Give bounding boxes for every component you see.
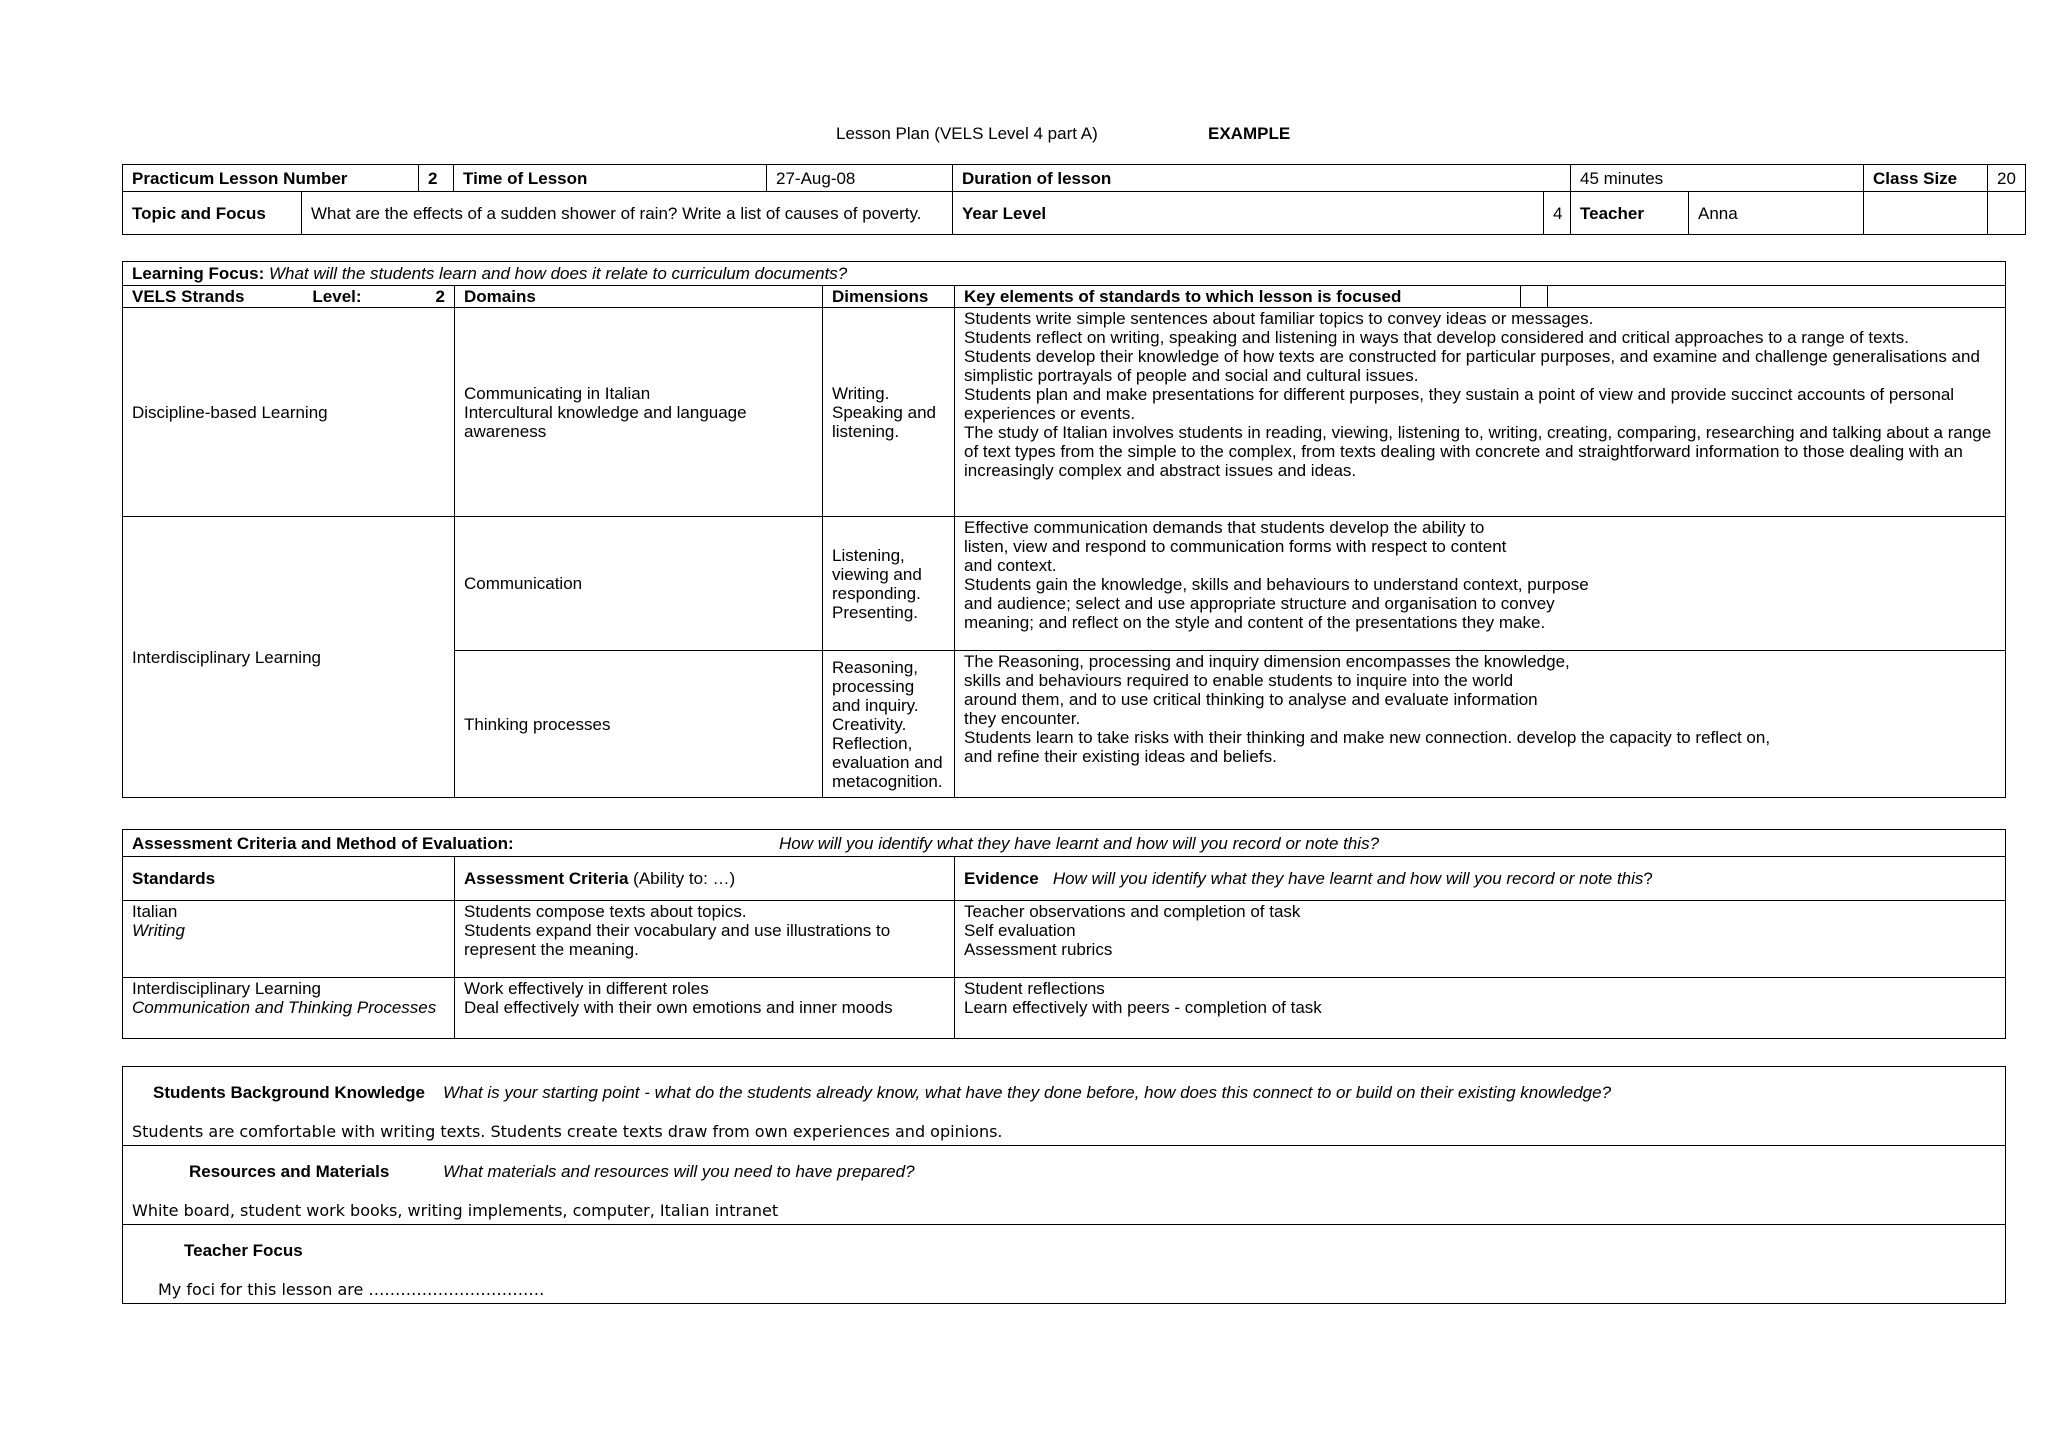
col-evidence-question: How will you identify what they have learnt and how will you record or note this <box>1052 869 1644 888</box>
evidence-text: Teacher observations and completion of task Self evaluation Assessment rubrics <box>955 901 2006 978</box>
resources-label: Resources and Materials <box>189 1162 390 1181</box>
col-dimensions: Dimensions <box>823 286 955 308</box>
col-evidence-qmark: ? <box>1643 869 1653 888</box>
teacher-focus-label: Teacher Focus <box>184 1241 303 1260</box>
year-label: Year Level <box>953 192 1544 235</box>
practicum-value: 2 <box>419 165 454 192</box>
time-label: Time of Lesson <box>454 165 767 192</box>
evidence-text: Student reflections Learn effectively with peers - completion of task <box>955 978 2006 1039</box>
topic-label: Topic and Focus <box>123 192 302 234</box>
dimensions-text: Writing. Speaking and listening. <box>823 308 955 517</box>
lesson-header-table <box>122 164 2026 235</box>
assessment-table <box>122 829 2006 1039</box>
col-evidence <box>955 857 2006 901</box>
standard-sub: Communication and Thinking Processes <box>132 998 437 1017</box>
dimensions-text: Reasoning, processing and inquiry. Creativity. Reflection, evaluation and metacognition. <box>823 651 955 798</box>
col-criteria-note: (Ability to: …) <box>633 869 736 888</box>
criteria-text: Work effectively in different roles Deal effectively with their own emotions and inner moods <box>455 978 955 1039</box>
teacher-focus-section <box>123 1225 2006 1304</box>
col-strands-label: VELS Strands <box>132 287 245 306</box>
assessment-question: How will you identify what they have learnt and how will you record or note this? <box>779 833 1380 853</box>
col-key-elements: Key elements of standards to which lesson is focused <box>955 286 1521 308</box>
key-elements-text: The Reasoning, processing and inquiry dimension encompasses the knowledge, skills and behaviours required to enable students to inquire into the world around them, and to use critical thinking to analyse and evaluate information they encounter. Students learn to take risks with their thinking and make new connection. develop the capacity to reflect on, and refine their existing ideas and beliefs. <box>955 651 2006 798</box>
class-size-label: Class Size <box>1864 165 1988 192</box>
col-strands <box>123 286 455 308</box>
practicum-label: Practicum Lesson Number <box>123 165 419 192</box>
duration-value: 45 minutes <box>1571 165 1864 192</box>
standard-name: Italian <box>132 902 178 921</box>
domain-text: Communication <box>455 517 823 651</box>
learning-focus-label: Learning Focus: <box>132 264 265 283</box>
col-level-value: 2 <box>435 287 445 306</box>
empty-cell <box>1548 286 2006 308</box>
col-evidence-label: Evidence <box>964 869 1039 888</box>
col-level-label: Level: <box>312 287 362 306</box>
page-title: Lesson Plan (VELS Level 4 part A) <box>836 124 1098 143</box>
standard-name: Interdisciplinary Learning <box>132 979 321 998</box>
learning-focus-question: What will the students learn and how does it relate to curriculum documents? <box>268 264 848 283</box>
standard-sub: Writing <box>132 921 185 940</box>
background-question: What is your starting point - what do the students already know, what have they done before, how does this connect to or build on their existing knowledge? <box>443 1083 1612 1102</box>
background-answer: Students are comfortable with writing texts. Students create texts draw from own experiences and opinions. <box>132 1122 1003 1141</box>
example-tag: EXAMPLE <box>1208 124 1291 143</box>
empty-cell <box>1521 286 1548 308</box>
class-size-value: 20 <box>1988 165 2026 192</box>
teacher-focus-answer: My foci for this lesson are …………………………… <box>158 1280 545 1299</box>
resources-answer: White board, student work books, writing implements, computer, Italian intranet <box>132 1201 779 1220</box>
col-standards: Standards <box>123 857 455 901</box>
standard-cell <box>123 901 455 978</box>
standard-cell <box>123 978 455 1039</box>
key-elements-text: Students write simple sentences about familiar topics to convey ideas or messages. Students reflect on writing, speaking and listening in ways that develop considered and critical approaches to a range of texts. Students develop their knowledge of how texts are constructed for particular purposes, and examine and challenge generalisations and simplistic portrayals of people and social and cultural issues. Students plan and make presentations for different purposes, they sustain a point of view and provide succinct accounts of personal experiences or events. The study of Italian involves students in reading, viewing, listening to, writing, creating, comparing, researching and talking about a range of text types from the simple to the complex, from texts dealing with concrete and straightforward information to those dealing with an increasingly complex and abstract issues and ideas. <box>955 308 2006 517</box>
background-table <box>122 1066 2006 1304</box>
background-label: Students Background Knowledge <box>153 1083 426 1102</box>
topic-cell <box>123 192 953 235</box>
year-value: 4 <box>1544 192 1571 235</box>
learning-focus-heading <box>123 262 2006 286</box>
criteria-text: Students compose texts about topics. Students expand their vocabulary and use illustrations to represent the meaning. <box>455 901 955 978</box>
teacher-label: Teacher <box>1571 192 1689 235</box>
background-section <box>123 1067 2006 1146</box>
time-value: 27-Aug-08 <box>767 165 953 192</box>
duration-label: Duration of lesson <box>953 165 1571 192</box>
domain-text: Thinking processes <box>455 651 823 798</box>
empty-cell <box>1864 192 1988 235</box>
assessment-label: Assessment Criteria and Method of Evaluation: <box>132 833 514 853</box>
domain-text: Communicating in Italian Intercultural knowledge and language awareness <box>455 308 823 517</box>
strand-interdisciplinary: Interdisciplinary Learning <box>123 517 455 798</box>
teacher-value: Anna <box>1689 192 1864 235</box>
col-criteria-label: Assessment Criteria <box>464 869 629 888</box>
topic-value: What are the effects of a sudden shower of rain? Write a list of causes of poverty. <box>311 203 922 223</box>
empty-cell <box>1988 192 2026 235</box>
dimensions-text: Listening, viewing and responding. Presenting. <box>823 517 955 651</box>
resources-section <box>123 1146 2006 1225</box>
assessment-heading <box>123 830 2006 857</box>
strand-discipline: Discipline-based Learning <box>123 308 455 517</box>
learning-focus-table <box>122 261 2006 798</box>
key-elements-text: Effective communication demands that students develop the ability to listen, view and respond to communication forms with respect to content and context. Students gain the knowledge, skills and behaviours to understand context, purpose and audience; select and use appropriate structure and organisation to convey meaning; and reflect on the style and content of the presentations they make. <box>955 517 2006 651</box>
col-domains: Domains <box>455 286 823 308</box>
resources-question: What materials and resources will you need to have prepared? <box>443 1162 915 1181</box>
col-criteria <box>455 857 955 901</box>
